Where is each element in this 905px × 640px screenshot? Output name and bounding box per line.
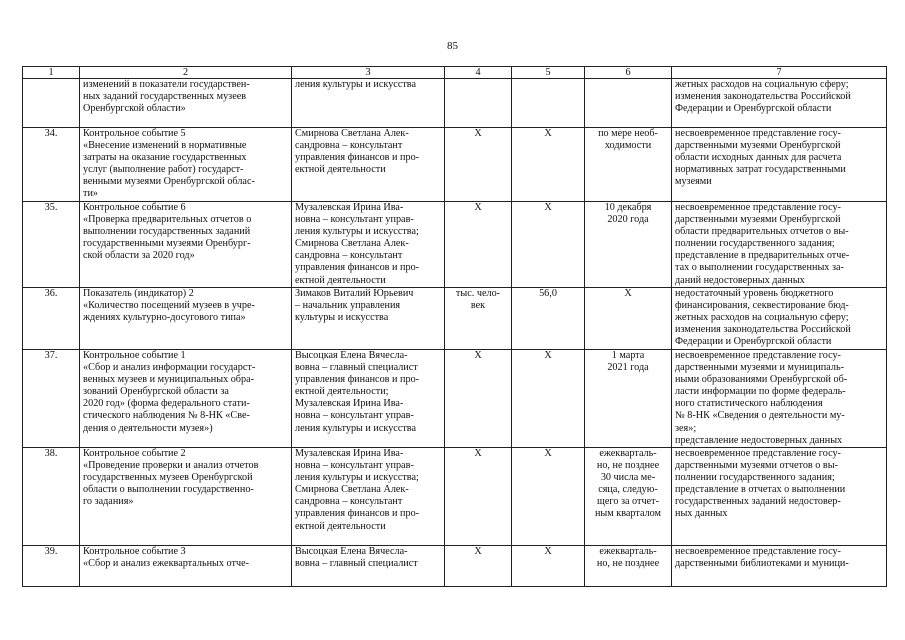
row-number: [23, 79, 80, 128]
event-cell: изменений в показатели государствен- ных заданий государственных музеев Оренбургской области»: [80, 79, 292, 128]
event-cell: Контрольное событие 2 «Проведение проверки и анализ отчетов государственных музеев Оренбургской области о выполнении государственно- го задания»: [80, 448, 292, 546]
risks-cell: несвоевременное представление госу- дарственными музеями и муниципаль- ными образованиями Оренбургской об- ласти информации по форме федераль- ного статистического наблюдения № 8-НК «Сведения о деятельности му- зея»; представление недостоверных данных: [672, 350, 887, 448]
table-row: [23, 128, 887, 202]
unit-cell: Х: [445, 350, 512, 448]
value-cell: Х: [512, 448, 585, 546]
col-header: 6: [585, 67, 672, 79]
value-cell: [512, 79, 585, 128]
value-cell: Х: [512, 202, 585, 288]
table-row: [23, 202, 887, 288]
table-row: [23, 288, 887, 350]
responsible-cell: Высоцкая Елена Вячесла- вовна – главный специалист управления финансов и про- ектной деятельности; Музалевская Ирина Ива- новна – консультант управ- ления культуры и искусства: [292, 350, 445, 448]
table-row: [23, 79, 887, 128]
value-cell: Х: [512, 350, 585, 448]
event-cell: Контрольное событие 5 «Внесение изменений в нормативные затраты на оказание государственных услуг (выполнение работ) государст- венными музеями Оренбургской облас- ти»: [80, 128, 292, 202]
deadline-cell: ежекварталь- но, не позднее: [585, 546, 672, 587]
row-number: 37.: [23, 350, 80, 448]
page-number: 85: [447, 40, 458, 52]
risks-cell: несвоевременное представление госу- дарственными музеями отчетов о вы- полнении государственного задания; представление в отчетах о выполнении государственных заданий недостовер- ных данных: [672, 448, 887, 546]
responsible-cell: ления культуры и искусства: [292, 79, 445, 128]
col-header: 7: [672, 67, 887, 79]
risks-cell: недостаточный уровень бюджетного финансирования, секвестирование бюд- жетных расходов на социальную сферу; изменения законодательства Российской Федерации и Оренбургской области: [672, 288, 887, 350]
unit-cell: Х: [445, 202, 512, 288]
value-cell: Х: [512, 546, 585, 587]
row-number: 34.: [23, 128, 80, 202]
table-row: [23, 546, 887, 587]
table-row: [23, 350, 887, 448]
plan-table: [22, 66, 887, 587]
col-header: 1: [23, 67, 80, 79]
value-cell: 56,0: [512, 288, 585, 350]
col-header: 4: [445, 67, 512, 79]
responsible-cell: Высоцкая Елена Вячесла- вовна – главный специалист: [292, 546, 445, 587]
header-row: [23, 67, 887, 79]
value-cell: Х: [512, 128, 585, 202]
unit-cell: Х: [445, 448, 512, 546]
col-header: 2: [80, 67, 292, 79]
risks-cell: несвоевременное представление госу- дарственными библиотеками и муници-: [672, 546, 887, 587]
event-cell: Показатель (индикатор) 2 «Количество посещений музеев в учре- ждениях культурно-досугового типа»: [80, 288, 292, 350]
responsible-cell: Музалевская Ирина Ива- новна – консультант управ- ления культуры и искусства; Смирнова Светлана Алек- сандровна – консультант управления финансов и про- ектной деятельности: [292, 448, 445, 546]
row-number: 35.: [23, 202, 80, 288]
row-number: 36.: [23, 288, 80, 350]
col-header: 3: [292, 67, 445, 79]
table-row: [23, 448, 887, 546]
deadline-cell: по мере необ- ходимости: [585, 128, 672, 202]
col-header: 5: [512, 67, 585, 79]
responsible-cell: Смирнова Светлана Алек- сандровна – консультант управления финансов и про- ектной деятельности: [292, 128, 445, 202]
responsible-cell: Музалевская Ирина Ива- новна – консультант управ- ления культуры и искусства; Смирнова Светлана Алек- сандровна – консультант управления финансов и про- ектной деятельности: [292, 202, 445, 288]
risks-cell: жетных расходов на социальную сферу; изменения законодательства Российской Федерации и Оренбургской области: [672, 79, 887, 128]
row-number: 38.: [23, 448, 80, 546]
risks-cell: несвоевременное представление госу- дарственными музеями Оренбургской области предварительных отчетов о вы- полнении государственного задания; представление в предварительных отче- тах о выполнении государственных за- даний недостоверных данных: [672, 202, 887, 288]
unit-cell: тыс. чело- век: [445, 288, 512, 350]
event-cell: Контрольное событие 1 «Сбор и анализ информации государст- венных музеев и муниципальных обра- зований Оренбургской области за 2020 год» (форма федерального стати- стического наблюдения № 8-НК «Све- дения о деятельности музея»): [80, 350, 292, 448]
row-number: 39.: [23, 546, 80, 587]
deadline-cell: 10 декабря 2020 года: [585, 202, 672, 288]
deadline-cell: [585, 79, 672, 128]
event-cell: Контрольное событие 3 «Сбор и анализ ежеквартальных отче-: [80, 546, 292, 587]
event-cell: Контрольное событие 6 «Проверка предварительных отчетов о выполнении государственных заданий государственными музеями Оренбург- ской области за 2020 год»: [80, 202, 292, 288]
risks-cell: несвоевременное представление госу- дарственными музеями Оренбургской области исходных данных для расчета нормативных затрат государственными музеями: [672, 128, 887, 202]
responsible-cell: Зимаков Виталий Юрьевич – начальник управления культуры и искусства: [292, 288, 445, 350]
unit-cell: Х: [445, 128, 512, 202]
unit-cell: [445, 79, 512, 128]
unit-cell: Х: [445, 546, 512, 587]
deadline-cell: Х: [585, 288, 672, 350]
deadline-cell: 1 марта 2021 года: [585, 350, 672, 448]
deadline-cell: ежекварталь- но, не позднее 30 числа ме- сяца, следую- щего за отчет- ным кварталом: [585, 448, 672, 546]
